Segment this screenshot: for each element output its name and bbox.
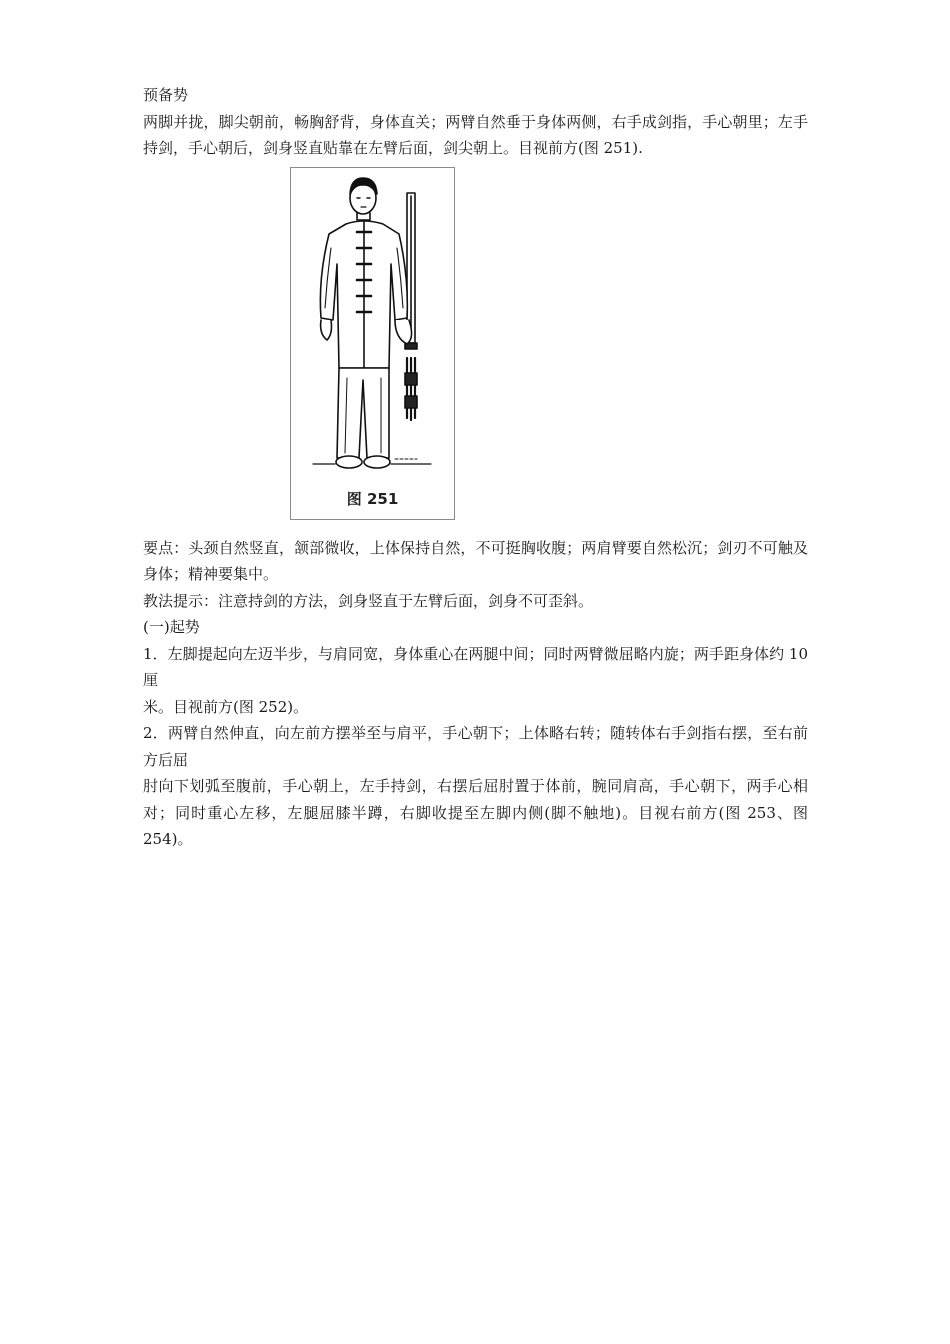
standing-figure-illustration — [291, 168, 454, 488]
step-2-line-b: 肘向下划弧至腹前，手心朝上，左手持剑，右摆后屈肘置于体前，腕同肩高，手心朝下，两手心相对；同时重心左移，左腿屈膝半蹲，右脚收提至左脚内侧(脚不触地)。目视右前方(图 253、图 254)。 — [143, 777, 808, 848]
key-points-paragraph: 要点：头颈自然竖直，颔部微收，上体保持自然，不可挺胸收腹；两肩臂要自然松沉；剑刃不可触及身体；精神要集中。 — [143, 538, 808, 583]
figure-251 — [290, 167, 455, 520]
subsection-title: (一)起势 — [143, 618, 200, 636]
section-title: 预备势 — [143, 86, 189, 104]
step-2-line-a: 2．两臂自然伸直，向左前方摆举至与肩平，手心朝下；上体略右转；随转体右手剑指右摆，至右前方后屈 — [143, 724, 808, 769]
document-page — [143, 82, 808, 853]
teaching-tip-paragraph: 教法提示：注意持剑的方法，剑身竖直于左臂后面，剑身不可歪斜。 — [143, 591, 594, 610]
step-1-line-b: 米。目视前方(图 252)。 — [143, 697, 309, 716]
figure-caption: 图 251 — [346, 489, 399, 508]
step-1-line-a: 1．左脚提起向左迈半步，与肩同宽，身体重心在两腿中间；同时两臂微屈略内旋；两手距身体约 10 厘 — [143, 644, 808, 689]
figure-container — [143, 167, 808, 529]
paragraph-preparation: 两脚并拢，脚尖朝前，畅胸舒背，身体直关；两臂自然垂于身体两侧，右手成剑指，手心朝里；左手持剑，手心朝后，剑身竖直贴靠在左臂后面，剑尖朝上。目视前方(图 251). — [143, 112, 808, 157]
